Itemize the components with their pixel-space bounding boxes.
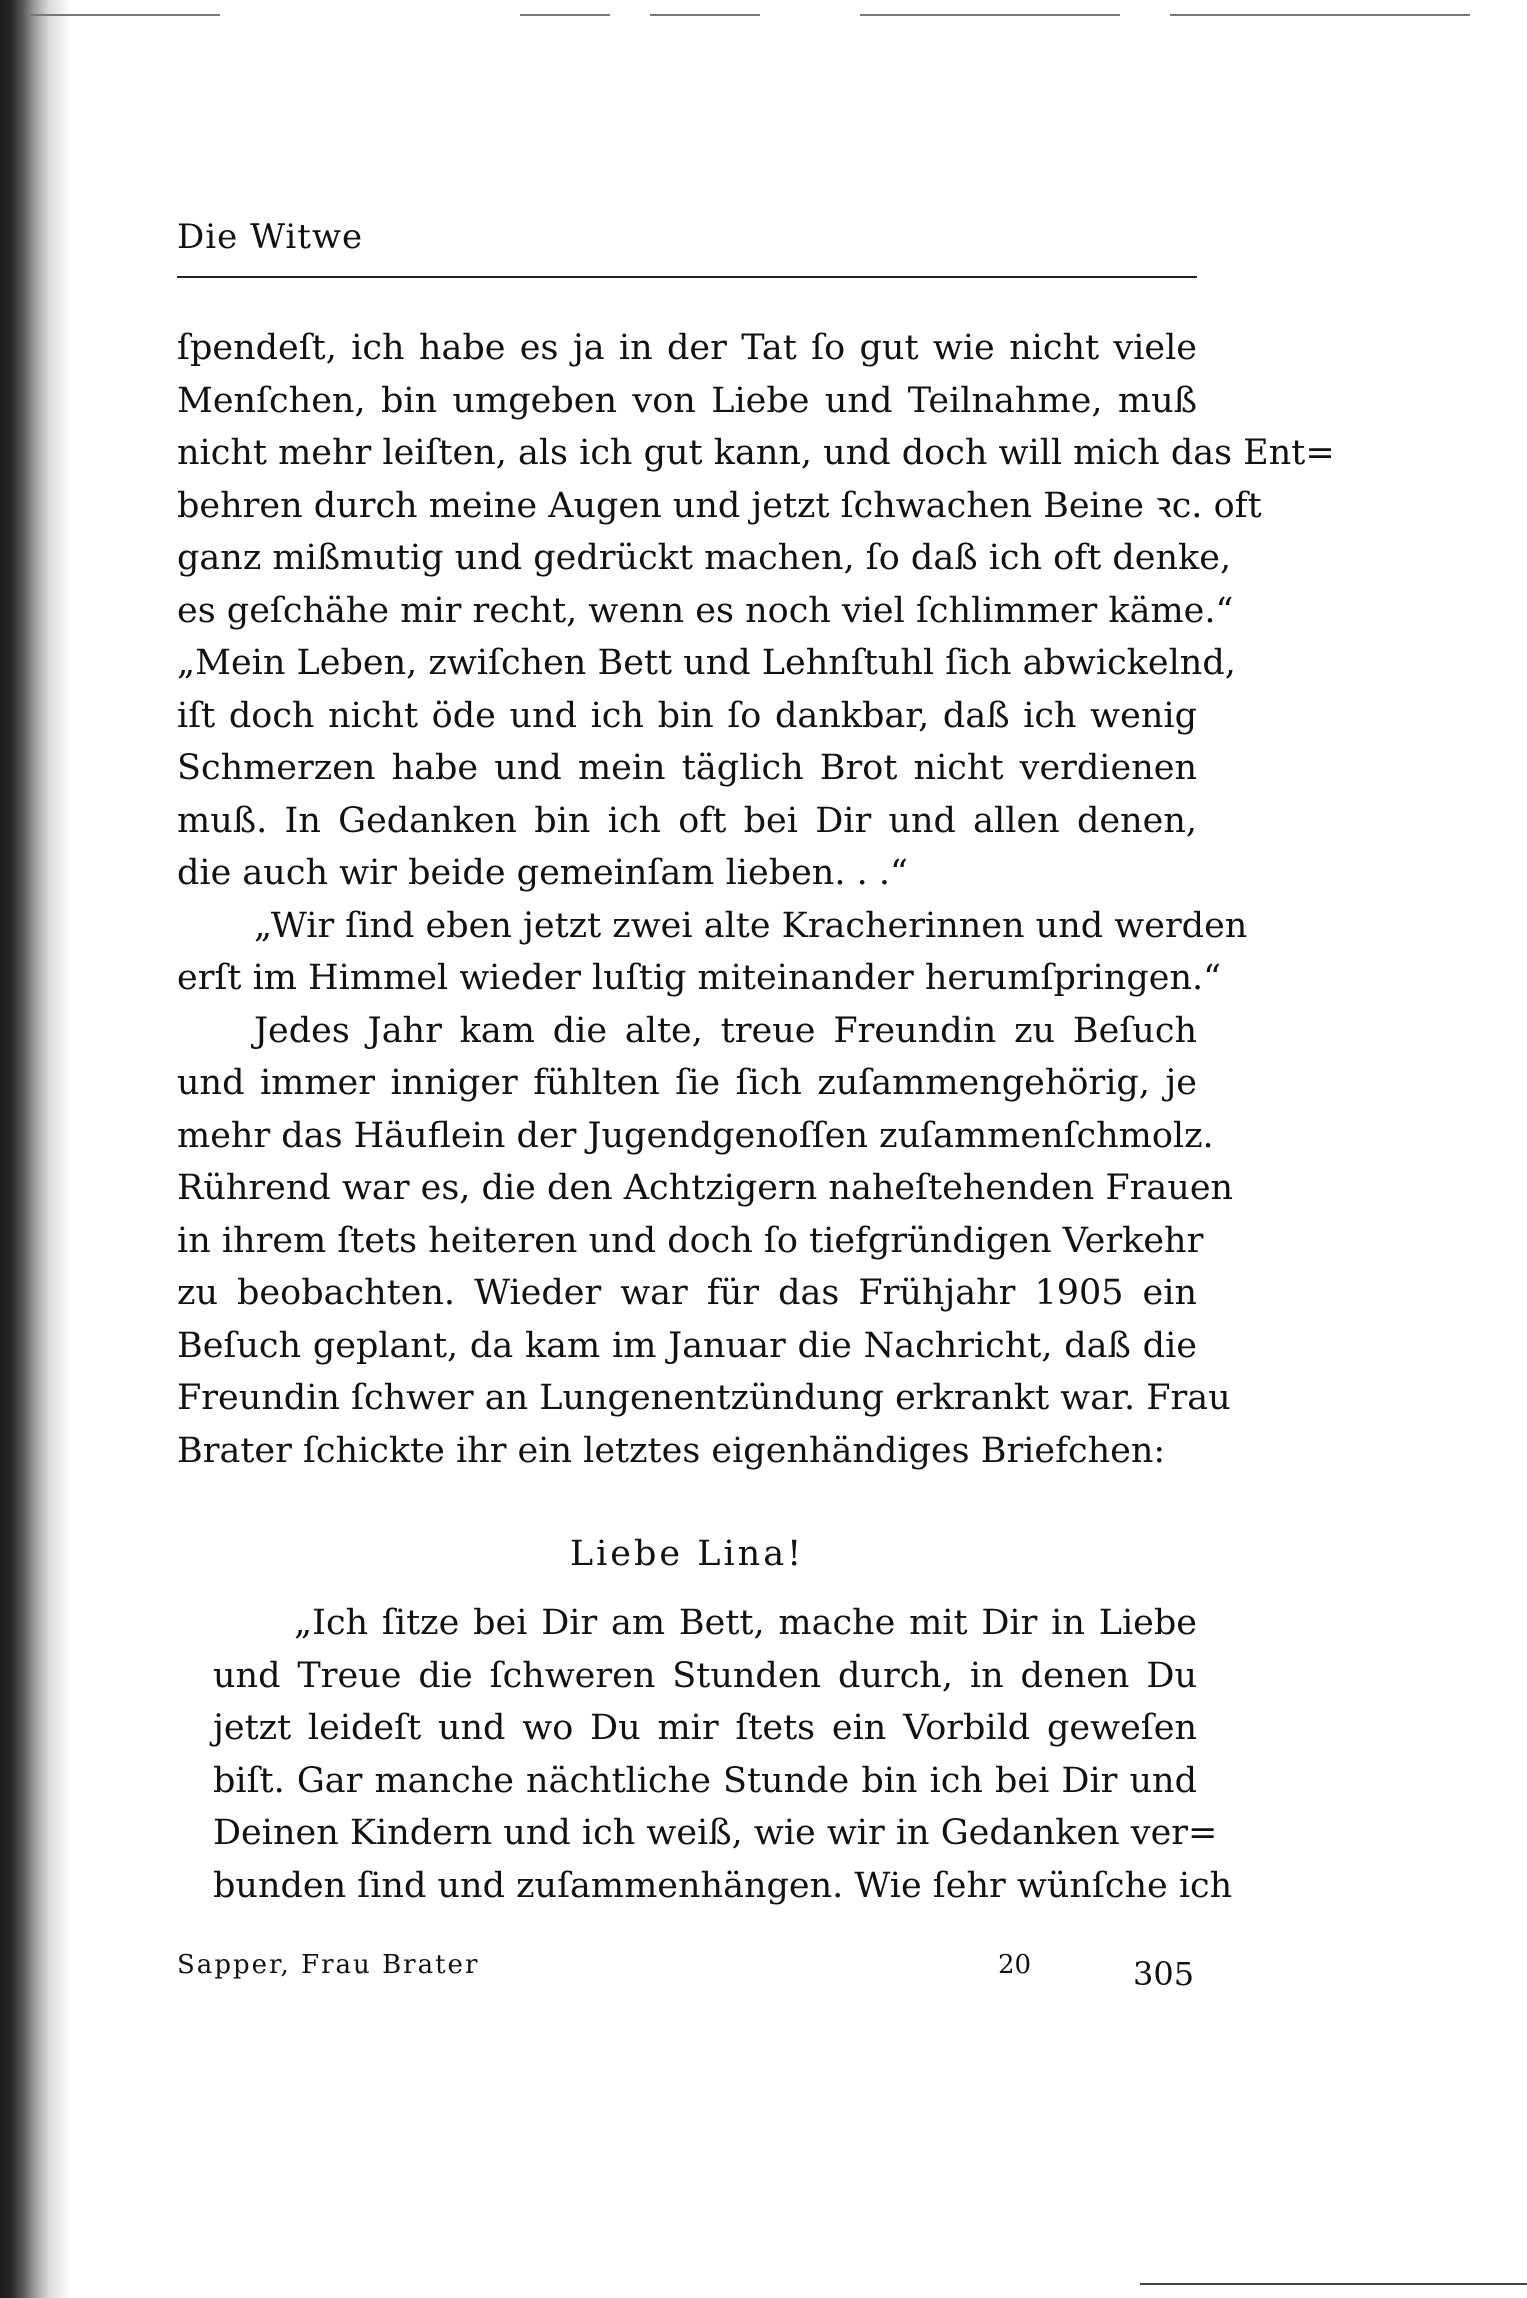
text-line: ſpendeſt, ich habe es ja in der Tat ſo gut wie nicht viele (177, 328, 1197, 368)
text-line: jetzt leideſt und wo Du mir ſtets ein Vorbild geweſen (213, 1708, 1197, 1748)
header-rule (177, 276, 1197, 278)
text-line: muß. In Gedanken bin ich oft bei Dir und allen denen, (177, 800, 1197, 841)
text-line: mehr das Häuflein der Jugendgenoſſen zuſammenſchmolz. (177, 1115, 1214, 1156)
text-line: ganz mißmutig und gedrückt machen, ſo daß ich oft denke, (177, 538, 1232, 578)
text-line: „Wir ſind eben jetzt zwei alte Kracherinnen und werden (254, 905, 1248, 946)
scan-edge-mark (860, 14, 1120, 16)
text-line: und Treue die ſchweren Stunden durch, in denen Du (213, 1655, 1197, 1696)
text-line: nicht mehr leiſten, als ich gut kann, und doch will mich das Ent= (177, 433, 1335, 473)
text-line: bunden ſind und zuſammenhängen. Wie ſehr wünſche ich (213, 1865, 1233, 1906)
text-line: und immer inniger fühlten ſie ſich zuſammengehörig, je (177, 1063, 1197, 1103)
text-line: iſt doch nicht öde und ich bin ſo dankbar, daß ich wenig (177, 695, 1197, 736)
text-line: behren durch meine Augen und jetzt ſchwachen Beine ꝛc. oft (177, 485, 1262, 526)
text-line: Jedes Jahr kam die alte, treue Freundin zu Beſuch (254, 1010, 1197, 1051)
page-number: 305 (1133, 1955, 1195, 1993)
text-line: es geſchähe mir recht, wenn es noch viel ſchlimmer käme.“ (177, 590, 1234, 631)
text-line: Beſuch geplant, da kam im Januar die Nachricht, daß die (177, 1325, 1197, 1366)
text-line: „Ich ſitze bei Dir am Bett, mache mit Dir in Liebe (294, 1603, 1197, 1643)
signature-mark: 20 (998, 1950, 1032, 1980)
text-line: Menſchen, bin umgeben von Liebe und Teilnahme, muß (177, 380, 1197, 421)
text-line: Schmerzen habe und mein täglich Brot nicht verdienen (177, 748, 1197, 788)
text-line: zu beobachten. Wieder war für das Frühjahr 1905 ein (177, 1273, 1197, 1313)
text-line: Deinen Kindern und ich weiß, wie wir in Gedanken ver= (213, 1813, 1218, 1853)
text-line: erſt im Himmel wieder luſtig miteinander herumſpringen.“ (177, 958, 1222, 998)
text-line: Freundin ſchwer an Lungenentzündung erkrankt war. Frau (177, 1378, 1231, 1418)
scan-binding-edge (0, 0, 70, 2298)
text-line: die auch wir beide gemeinſam lieben. . .“ (177, 853, 908, 893)
letter-salutation: Liebe Lina! (569, 1534, 805, 1574)
text-line: „Mein Leben, zwiſchen Bett und Lehnſtuhl ſich abwickelnd, (177, 643, 1236, 683)
scan-edge-mark (520, 14, 610, 16)
scan-edge-mark (1170, 14, 1470, 16)
scan-edge-mark (30, 14, 220, 16)
letter-text (213, 1597, 1233, 1912)
body-text (177, 322, 1335, 1574)
scan-edge-mark (1140, 2283, 1527, 2285)
text-line: Rührend war es, die den Achtzigern naheſtehenden Frauen (177, 1168, 1234, 1208)
text-line: Brater ſchickte ihr ein letztes eigenhändiges Briefchen: (177, 1430, 1166, 1471)
text-line: biſt. Gar manche nächtliche Stunde bin ich bei Dir und (213, 1760, 1197, 1801)
running-head: Die Witwe (177, 217, 364, 257)
text-line: in ihrem ſtets heiteren und doch ſo tiefgründigen Verkehr (177, 1220, 1204, 1261)
scan-edge-mark (650, 14, 760, 16)
imprint-footer: Sapper, Frau Brater (177, 1950, 480, 1980)
